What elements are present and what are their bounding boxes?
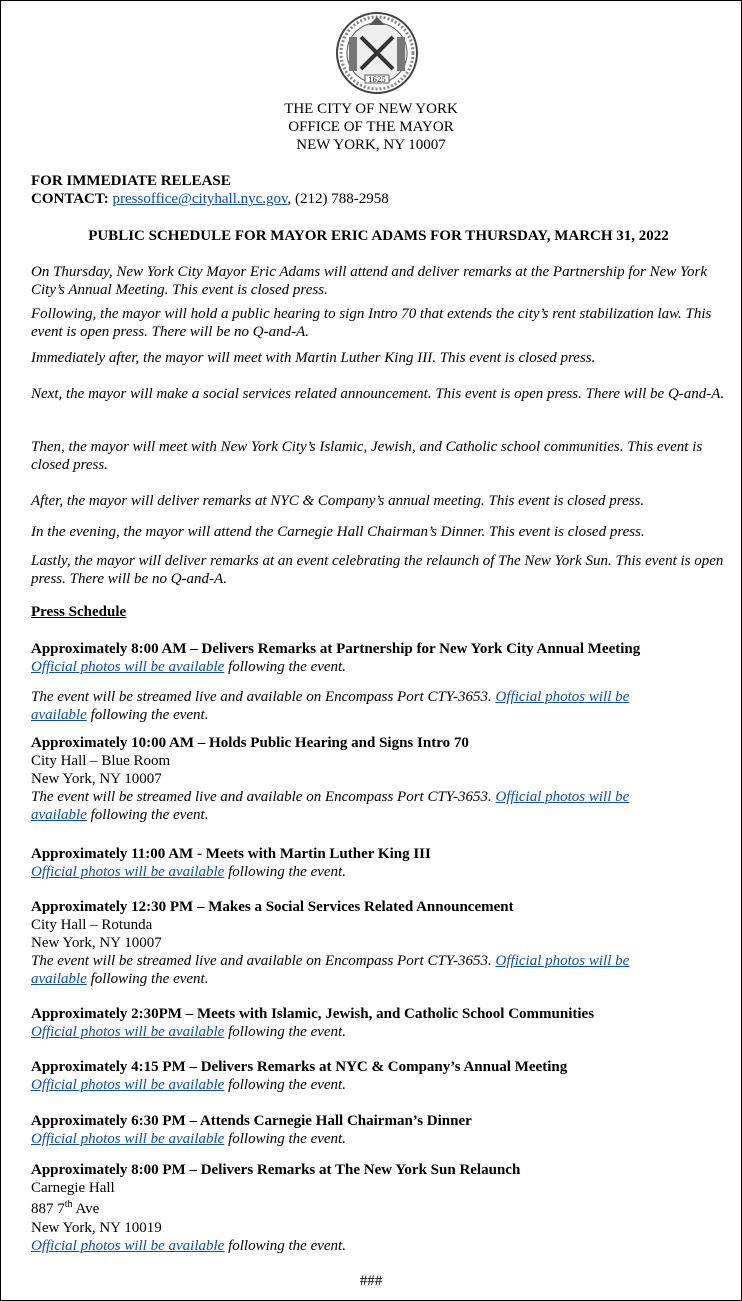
header-address: NEW YORK, NY 10007	[296, 137, 446, 153]
official-photos-link[interactable]: available	[31, 707, 87, 723]
official-photos-link[interactable]: Official photos will be available	[31, 864, 225, 880]
event-photos-line: Official photos will be available following the event.	[31, 864, 346, 880]
svg-text:1625: 1625	[368, 76, 386, 84]
event-photos-line: Official photos will be available following the event.	[31, 659, 346, 675]
event-address: New York, NY 10007	[31, 935, 162, 951]
event-location: Carnegie Hall	[31, 1180, 115, 1196]
intro-paragraph: Lastly, the mayor will deliver remarks at an event celebrating the relaunch of The New York Sun. This event is open press. There will be no Q-and-A.	[31, 553, 724, 587]
event-title: Approximately 11:00 AM - Meets with Martin Luther King III	[31, 846, 431, 862]
event-stream-note: The event will be streamed live and available on Encompass Port CTY-3653. Official photos will be	[31, 789, 630, 805]
intro-paragraph: In the evening, the mayor will attend the Carnegie Hall Chairman’s Dinner. This event is closed press.	[31, 524, 645, 540]
intro-paragraph: Following, the mayor will hold a public hearing to sign Intro 70 that extends the city’s rent stabilization law. This event is open press. There will be no Q-and-A.	[31, 306, 712, 340]
event-address: New York, NY 10019	[31, 1220, 162, 1236]
event-title: Approximately 6:30 PM – Attends Carnegie Hall Chairman’s Dinner	[31, 1113, 472, 1129]
end-marker: ###	[359, 1273, 383, 1289]
event-stream-note: The event will be streamed live and available on Encompass Port CTY-3653. Official photos will be	[31, 953, 630, 969]
event-photos-line: Official photos will be available following the event.	[31, 1131, 346, 1147]
event-photos-line: Official photos will be available following the event.	[31, 1077, 346, 1093]
official-photos-link[interactable]: Official photos will be	[495, 789, 630, 805]
contact-email-link[interactable]: pressoffice@cityhall.nyc.gov	[112, 191, 288, 207]
event-location: City Hall – Blue Room	[31, 753, 171, 769]
event-title: Approximately 8:00 PM – Delivers Remarks at The New York Sun Relaunch	[31, 1162, 521, 1178]
official-photos-link[interactable]: Official photos will be available	[31, 1238, 225, 1254]
contact-line	[31, 190, 726, 208]
page-title: PUBLIC SCHEDULE FOR MAYOR ERIC ADAMS FOR THURSDAY, MARCH 31, 2022	[88, 228, 669, 244]
header-office: OFFICE OF THE MAYOR	[288, 119, 454, 135]
event-stream-note-cont: available following the event.	[31, 807, 209, 823]
intro-paragraph: Next, the mayor will make a social services related announcement. This event is open press. There will be Q-and-A.	[31, 386, 725, 402]
event-location: City Hall – Rotunda	[31, 917, 153, 933]
contact-phone: , (212) 788-2958	[287, 191, 389, 207]
official-photos-link[interactable]: Official photos will be available	[31, 659, 225, 675]
official-photos-link[interactable]: available	[31, 807, 87, 823]
contact-label: CONTACT:	[31, 191, 109, 207]
official-photos-link[interactable]: Official photos will be available	[31, 1077, 225, 1093]
header-city: THE CITY OF NEW YORK	[284, 101, 458, 117]
event-stream-note: The event will be streamed live and available on Encompass Port CTY-3653. Official photos will be	[31, 689, 630, 705]
intro-paragraph: After, the mayor will deliver remarks at NYC & Company’s annual meeting. This event is closed press.	[31, 493, 645, 509]
intro-paragraph: Then, the mayor will meet with New York City’s Islamic, Jewish, and Catholic school communities. This event is closed press.	[31, 439, 703, 473]
event-address: New York, NY 10007	[31, 771, 162, 787]
event-title: Approximately 2:30PM – Meets with Islamic, Jewish, and Catholic School Communities	[31, 1006, 595, 1022]
intro-paragraph: On Thursday, New York City Mayor Eric Adams will attend and deliver remarks at the Partnership for New York City’s Annual Meeting. This event is closed press.	[31, 264, 707, 298]
official-photos-link[interactable]: Official photos will be	[495, 953, 630, 969]
event-stream-note-cont: available following the event.	[31, 971, 209, 987]
official-photos-link[interactable]: Official photos will be available	[31, 1024, 225, 1040]
event-title: Approximately 8:00 AM – Delivers Remarks at Partnership for New York City Annual Meeting	[31, 641, 641, 657]
city-seal-icon	[335, 11, 419, 95]
event-photos-line: Official photos will be available following the event.	[31, 1238, 346, 1254]
intro-paragraph: Immediately after, the mayor will meet with Martin Luther King III. This event is closed press.	[31, 350, 596, 366]
event-title: Approximately 4:15 PM – Delivers Remarks at NYC & Company’s Annual Meeting	[31, 1059, 568, 1075]
event-photos-line: Official photos will be available following the event.	[31, 1024, 346, 1040]
event-stream-note-cont: available following the event.	[31, 707, 209, 723]
official-photos-link[interactable]: Official photos will be	[495, 689, 630, 705]
release-label: FOR IMMEDIATE RELEASE	[31, 173, 231, 189]
event-title: Approximately 10:00 AM – Holds Public Hearing and Signs Intro 70	[31, 735, 469, 751]
press-schedule-heading: Press Schedule	[31, 604, 127, 620]
event-street: 887 7th Ave	[31, 1199, 100, 1217]
official-photos-link[interactable]: available	[31, 971, 87, 987]
event-title: Approximately 12:30 PM – Makes a Social Services Related Announcement	[31, 899, 514, 915]
official-photos-link[interactable]: Official photos will be available	[31, 1131, 225, 1147]
